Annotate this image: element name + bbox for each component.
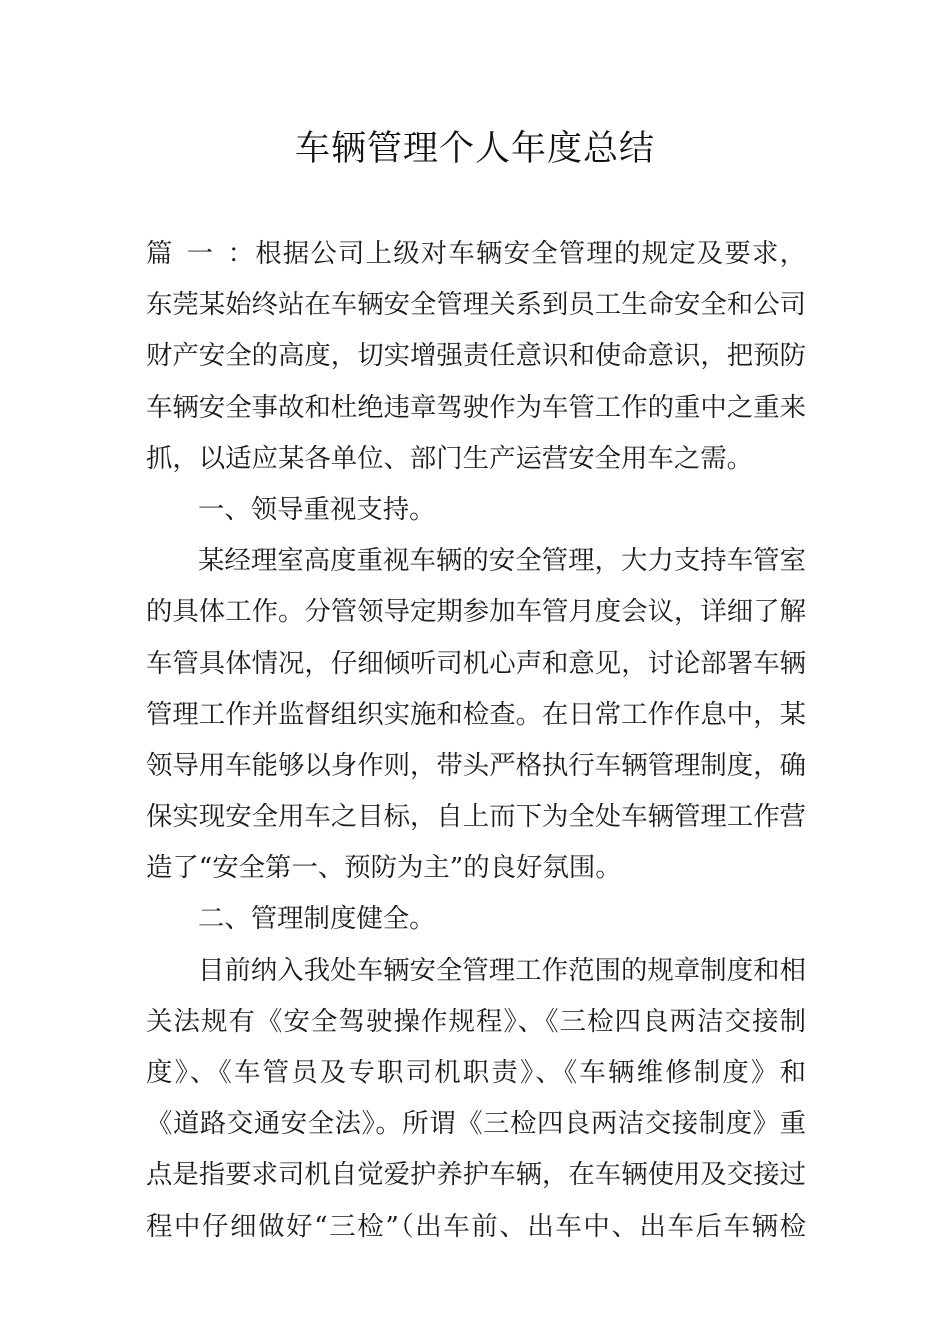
- text-line-13: 造了“安全第一、预防为主”的良好氛围。: [146, 852, 622, 884]
- text-line-2: 东莞某始终站在车辆安全管理关系到员工生命安全和公司: [146, 289, 806, 321]
- text-line-11: 领导用车能够以身作则，带头严格执行车辆管理制度，确: [146, 749, 806, 781]
- text-line-15: 目前纳入我处车辆安全管理工作范围的规章制度和相: [198, 954, 806, 986]
- text-line-12: 保实现安全用车之目标，自上而下为全处车辆管理工作营: [146, 801, 806, 833]
- section-heading-2: 二、管理制度健全。: [198, 903, 436, 935]
- text-line-7: 某经理室高度重视车辆的安全管理，大力支持车管室: [198, 545, 806, 577]
- text-line-18: 《道路交通安全法》。所谓《三检四良两洁交接制度》重: [146, 1108, 806, 1140]
- text-line-3: 财产安全的高度，切实增强责任意识和使命意识，把预防: [146, 340, 806, 372]
- section-prefix: 篇一：: [146, 238, 254, 269]
- text-line-9: 车管具体情况，仔细倾听司机心声和意见，讨论部署车辆: [146, 647, 806, 679]
- text-line-8: 的具体工作。分管领导定期参加车管月度会议，详细了解: [146, 596, 806, 628]
- text-line-5: 抓，以适应某各单位、部门生产运营安全用车之需。: [146, 442, 753, 474]
- text-line-20: 程中仔细做好“三检”（出车前、出车中、出车后车辆检: [146, 1210, 806, 1242]
- section-heading-1: 一、领导重视支持。: [198, 493, 436, 525]
- document-body: [146, 228, 806, 1252]
- text-line-17: 度》、《车管员及专职司机职责》、《车辆维修制度》和: [146, 1057, 806, 1088]
- document-title: 车辆管理个人年度总结: [294, 129, 655, 169]
- text-line-10: 管理工作并监督组织实施和检查。在日常工作作息中，某: [146, 698, 806, 730]
- text-line-4: 车辆安全事故和杜绝违章驾驶作为车管工作的重中之重来: [146, 391, 806, 423]
- text-line-1: [146, 228, 806, 279]
- text-line-content: 根据公司上级对车辆安全管理的规定及要求，: [254, 238, 806, 269]
- text-line-16: 关法规有《安全驾驶操作规程》、《三检四良两洁交接制: [146, 1005, 806, 1037]
- text-line-19: 点是指要求司机自觉爱护养护车辆，在车辆使用及交接过: [146, 1159, 806, 1191]
